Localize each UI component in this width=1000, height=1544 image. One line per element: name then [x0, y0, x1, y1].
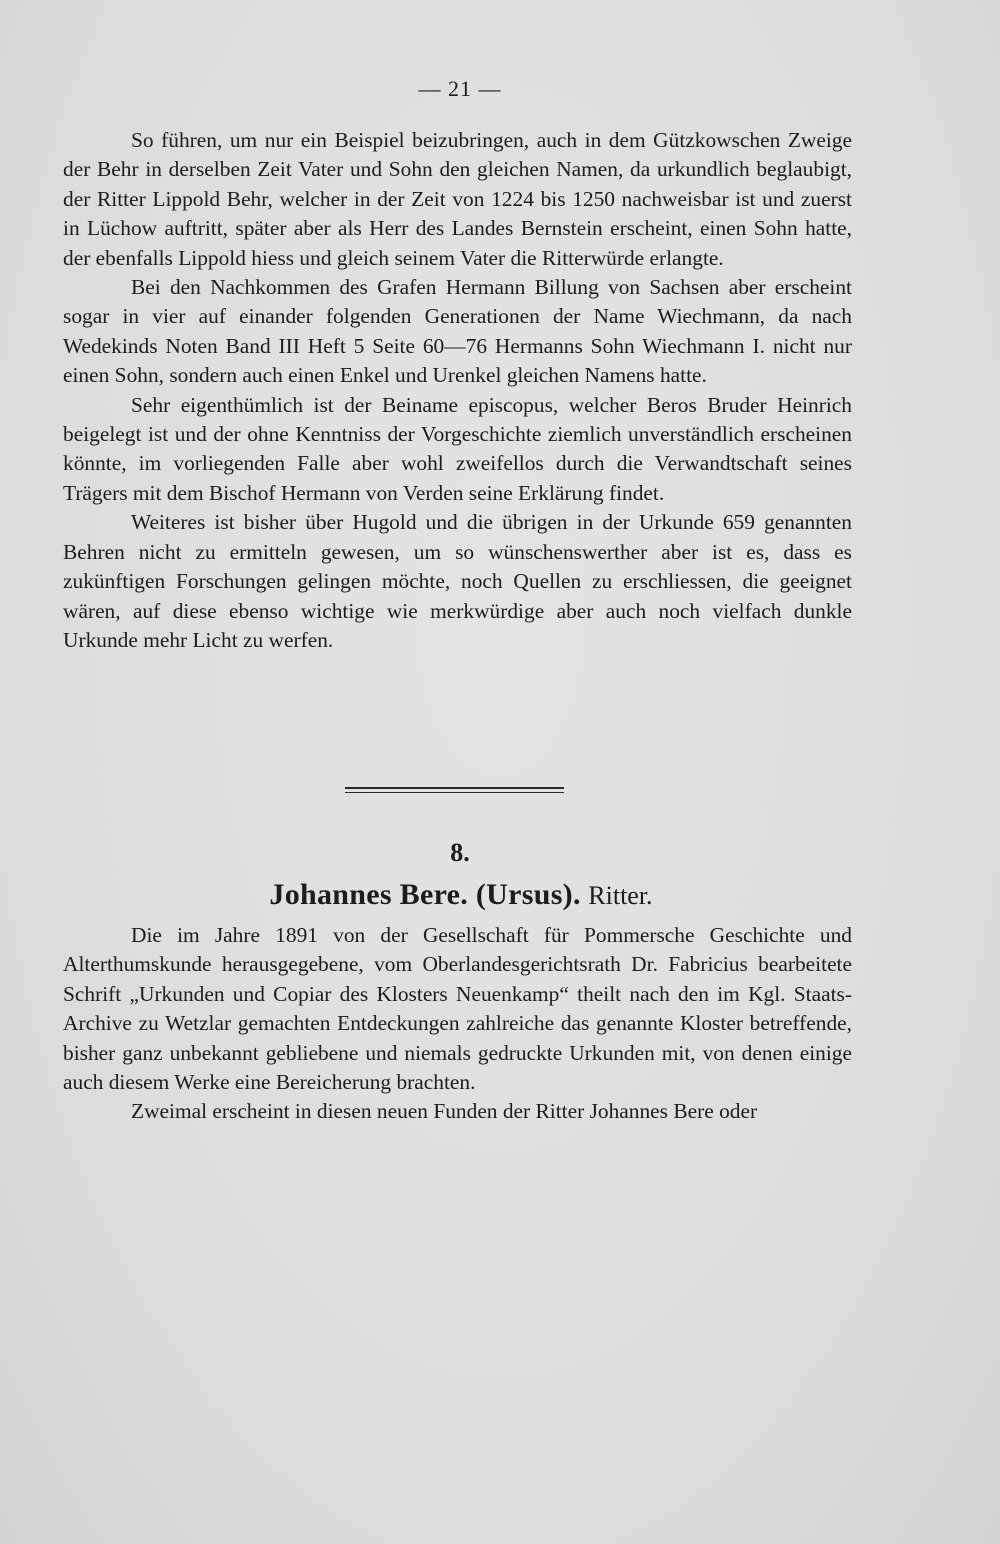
section-title-name: Johannes Bere. (Ursus). — [269, 878, 581, 911]
paragraph: Die im Jahre 1891 von der Gesellschaft für Pommersche Geschichte und Alterthumskunde herausgegebene, vom Oberlandesgerichtsrath Dr. Fabricius bearbeitete Schrift „Urkunden und Copiar des Klosters Neuenkamp“ theilt nach den im Kgl. Staats-Archive zu Wetzlar gemachten Entdeckungen zahlreiche das genannte Kloster betreffende, bisher ganz unbekannt gebliebene und niemals gedruckte Urkunden mit, von denen einige auch diesem Werke eine Bereicherung brachten. — [63, 923, 852, 1095]
divider-line — [345, 787, 564, 789]
paragraph: So führen, um nur ein Beispiel beizubringen, auch in dem Gützkowschen Zweige der Behr in derselben Zeit Vater und Sohn den gleichen Namen, da urkundlich beglaubigt, der Ritter Lippold Behr, welcher in der Zeit von 1224 bis 1250 nachweisbar ist und zuerst in Lüchow auftritt, später aber als Herr des Landes Bernstein erscheint, einen Sohn hatte, der ebenfalls Lippold hiess und gleich seinem Vater die Ritterwürde erlangte. — [63, 128, 852, 270]
text-block-bottom — [63, 921, 852, 1127]
paragraph: Bei den Nachkommen des Grafen Hermann Billung von Sachsen aber erscheint sogar in vier auf einander folgenden Generationen der Name Wiechmann, da nach Wedekinds Noten Band III Heft 5 Seite 60—76 Hermanns Sohn Wiechmann I. nicht nur einen Sohn, sondern auch einen Enkel und Urenkel gleichen Namens hatte. — [63, 275, 852, 388]
page-number: — 21 — — [418, 76, 502, 101]
text-block-top — [63, 126, 852, 655]
section-number: 8. — [450, 838, 470, 867]
paragraph: Zweimal erscheint in diesen neuen Funden der Ritter Johannes Bere oder — [131, 1099, 758, 1124]
section-divider — [345, 787, 564, 796]
section-title-rank: Ritter. — [588, 881, 653, 910]
paragraph: Weiteres ist bisher über Hugold und die übrigen in der Urkunde 659 genannten Behren nicht zu ermitteln gewesen, um so wünschenswerther aber ist es, dass es zukünftigen Forschungen gelingen möchte, noch Quellen zu erschliessen, die geeignet wären, auf diese ebenso wichtige wie merkwürdige aber auch noch vielfach dunkle Urkunde mehr Licht zu werfen. — [63, 510, 852, 652]
paragraph: Sehr eigenthümlich ist der Beiname episcopus, welcher Beros Bruder Heinrich beigelegt ist und der ohne Kenntniss der Vorgeschichte ziemlich unverständlich erscheinen könnte, im vorliegenden Falle aber wohl zweifellos durch die Verwandtschaft seines Trägers mit dem Bischof Hermann von Verden seine Erklärung findet. — [63, 392, 852, 505]
divider-line — [345, 792, 564, 793]
section-title — [0, 875, 922, 916]
